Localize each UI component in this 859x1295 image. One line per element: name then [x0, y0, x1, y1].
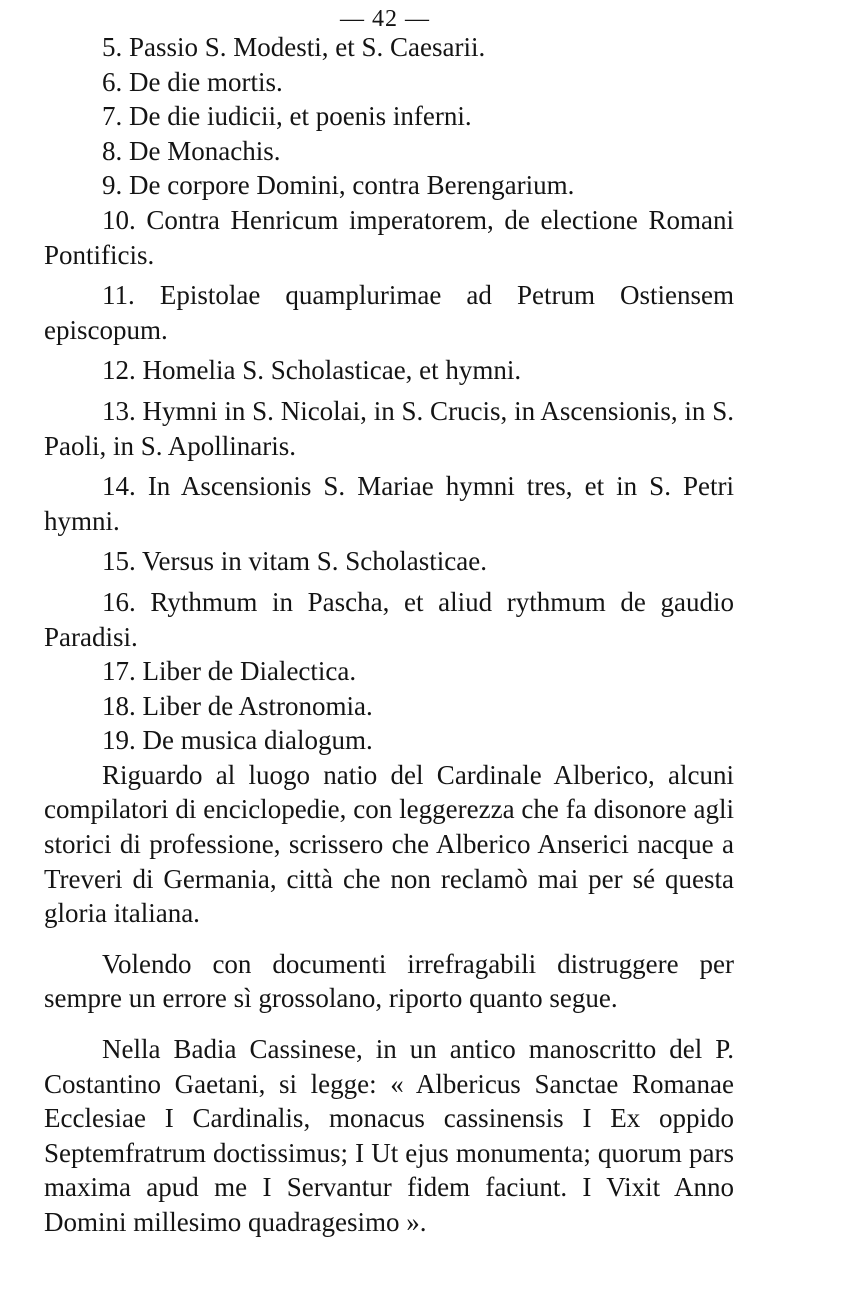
list-item	[44, 203, 734, 272]
list-item	[44, 278, 734, 347]
item-text: Liber de Dialectica.	[142, 656, 357, 687]
item-number: 15.	[102, 546, 136, 577]
list-item	[44, 654, 734, 689]
item-number: 10.	[102, 204, 136, 235]
item-number: 13.	[102, 395, 136, 426]
paragraph: Riguardo al luogo natio del Cardinale Alberico, alcuni compilatori di enciclopedie, con leggerezza che fa disonore agli storici di professione, scrissero che Alberico Anserici nacque a Treveri di Germania, città che non reclamò mai per sé questa gloria italiana.	[44, 759, 734, 929]
list-item	[44, 689, 734, 724]
item-number: 14.	[102, 471, 136, 502]
list-item	[44, 353, 734, 388]
item-text: De musica dialogum.	[142, 725, 373, 756]
item-number: 12.	[102, 355, 136, 386]
item-text: Passio S. Modesti, et S. Caesarii.	[129, 32, 486, 62]
item-text: De die iudicii, et poenis inferni.	[129, 101, 472, 132]
page-number: — 42 —	[340, 6, 430, 32]
item-text: De Monachis.	[129, 135, 281, 166]
item-number: 5.	[102, 32, 123, 62]
list-item	[44, 469, 734, 538]
item-text: Epistolae quamplurimae ad Petrum Ostiensem episcopum.	[44, 280, 734, 345]
item-number: 16.	[102, 586, 136, 617]
item-number: 19.	[102, 725, 136, 756]
item-text: Liber de Astronomia.	[142, 690, 373, 721]
item-text: De corpore Domini, contra Berengarium.	[129, 170, 575, 201]
item-number: 18.	[102, 690, 136, 721]
item-text: Hymni in S. Nicolai, in S. Crucis, in Ascensionis, in S. Paoli, in S. Apollinaris.	[44, 395, 734, 461]
works-list	[44, 30, 734, 758]
list-item	[44, 585, 734, 654]
list-item	[44, 134, 734, 169]
item-number: 6.	[102, 66, 123, 97]
paragraph: Volendo con documenti irrefragabili distruggere per sempre un errore sì grossolano, riporto quanto segue.	[44, 948, 734, 1014]
list-item	[44, 394, 734, 463]
item-text: In Ascensionis S. Mariae hymni tres, et in S. Petri hymni.	[44, 471, 734, 536]
list-item	[44, 168, 734, 203]
item-number: 17.	[102, 656, 136, 687]
paragraph: Nella Badia Cassinese, in un antico manoscritto del P. Costantino Gaetani, si legge: « Albericus Sanctae Romanae Ecclesiae I Cardinalis, monacus cassinensis I Ex oppido Septemfratrum doctissimus; I Ut ejus monumenta; quorum pars maxima apud me I Servantur fidem faciunt. I Vixit Anno Domini millesimo quadragesimo ».	[44, 1034, 734, 1237]
page-body	[44, 30, 734, 1240]
item-text: Versus in vitam S. Scholasticae.	[142, 546, 487, 577]
list-item	[44, 30, 734, 65]
item-text: Homelia S. Scholasticae, et hymni.	[142, 355, 522, 386]
item-number: 9.	[102, 170, 123, 201]
list-item	[44, 723, 734, 758]
item-number: 8.	[102, 135, 123, 166]
item-number: 11.	[102, 280, 135, 311]
item-number: 7.	[102, 101, 123, 132]
list-item	[44, 99, 734, 134]
item-text: Contra Henricum imperatorem, de electione Romani Pontificis.	[44, 204, 735, 270]
item-text: De die mortis.	[129, 66, 283, 97]
item-text: Rythmum in Pascha, et aliud rythmum de gaudio Paradisi.	[44, 586, 734, 652]
list-item	[44, 65, 734, 100]
list-item	[44, 544, 734, 579]
